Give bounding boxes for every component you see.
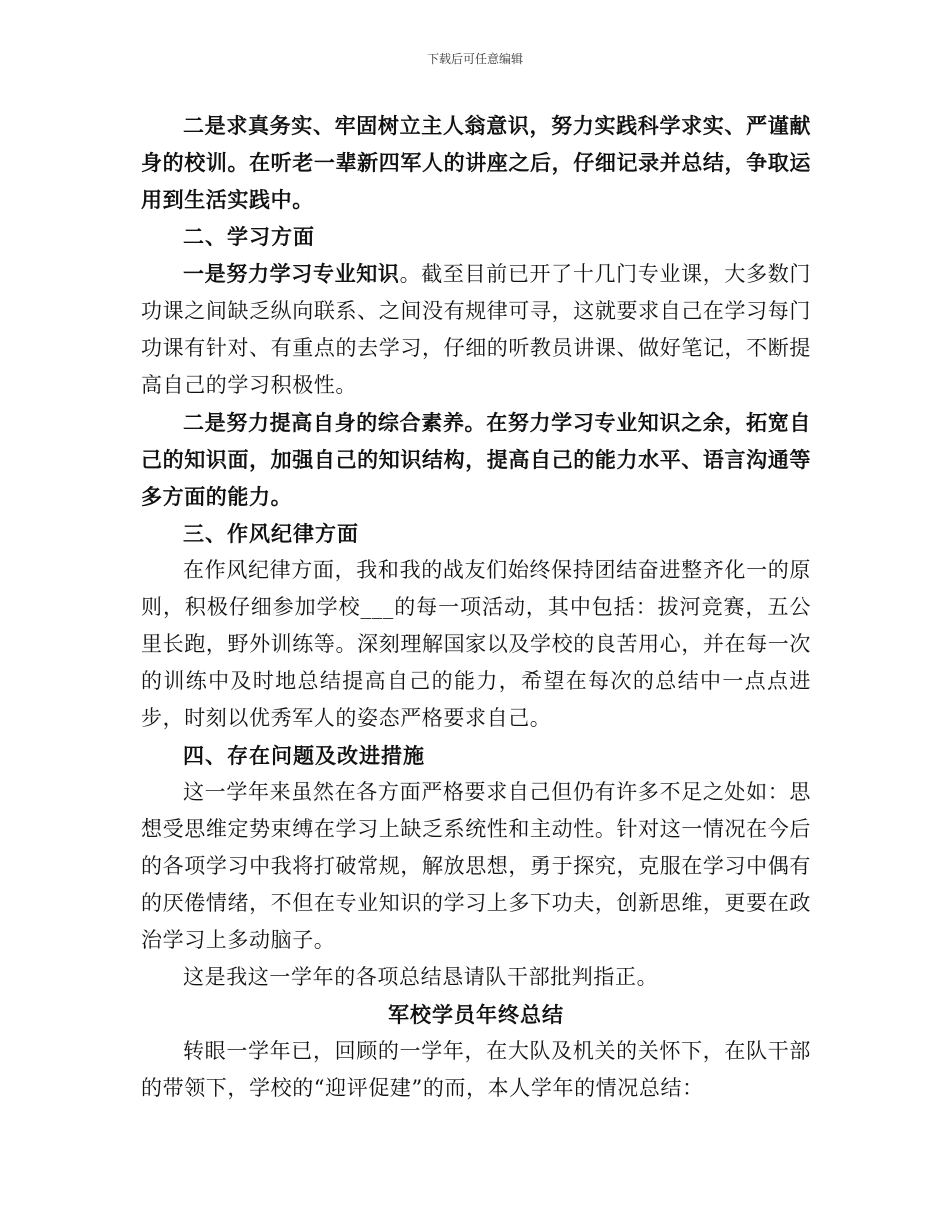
paragraph-rest: 。截至目前已开了十几门专业课，大多数门功课之间缺乏纵向联系、之间没有规律可寻，这就要求自己在学习每门功课有针对、有重点的去学习，仔细的听教员讲课、做好笔记，不断提高自己的学习积极性。 bbox=[141, 262, 812, 397]
section-heading-problems: 四、存在问题及改进措施 bbox=[183, 743, 425, 768]
paragraph-intro: 转眼一学年已，回顾的一学年，在大队及机关的关怀下，在队干部的带领下，学校的“迎评促建”的而，本人学年的情况总结： bbox=[141, 1039, 811, 1100]
section-heading-study: 二、学习方面 bbox=[183, 224, 315, 249]
section-heading-discipline: 三、作风纪律方面 bbox=[183, 521, 359, 546]
paragraph-problems: 这一学年来虽然在各方面严格要求自己但仍有许多不足之处如：思想受思维定势束缚在学习上缺乏系统性和主动性。针对这一情况在今后的各项学习中我将打破常规，解放思想，勇于探究，克服在学习中偶有的厌倦情绪，不但在专业知识的学习上多下功夫，创新思维，更要在政治学习上多动脑子。 bbox=[141, 780, 811, 952]
paragraph-professional-knowledge bbox=[141, 255, 811, 404]
page-header: 下载后可任意编辑 bbox=[426, 52, 523, 66]
paragraph-discipline: 在作风纪律方面，我和我的战友们始终保持团结奋进整齐化一的原则，积极仔细参加学校___的每一项活动，其中包括：拔河竞赛，五公里长跑，野外训练等。深刻理解国家以及学校的良苦用心，并在每一次的训练中及时地总结提高自己的能力，希望在每次的总结中一点点进步，时刻以优秀军人的姿态严格要求自己。 bbox=[141, 558, 811, 730]
paragraph-motto: 二是求真务实、牢固树立主人翁意识，努力实践科学求实、严谨献身的校训。在听老一辈新四军人的讲座之后，仔细记录并总结，争取运用到生活实践中。 bbox=[141, 113, 811, 212]
document-body bbox=[141, 107, 811, 1107]
paragraph-closing: 这是我这一学年的各项总结恳请队干部批判指正。 bbox=[183, 965, 659, 989]
paragraph-comprehensive-quality: 二是努力提高自身的综合素养。在努力学习专业知识之余，拓宽自己的知识面，加强自己的知识结构，提高自己的能力水平、语言沟通等多方面的能力。 bbox=[141, 410, 811, 509]
paragraph-lead: 一是努力学习专业知识 bbox=[183, 261, 400, 286]
document-title: 军校学员年终总结 bbox=[388, 1002, 564, 1027]
